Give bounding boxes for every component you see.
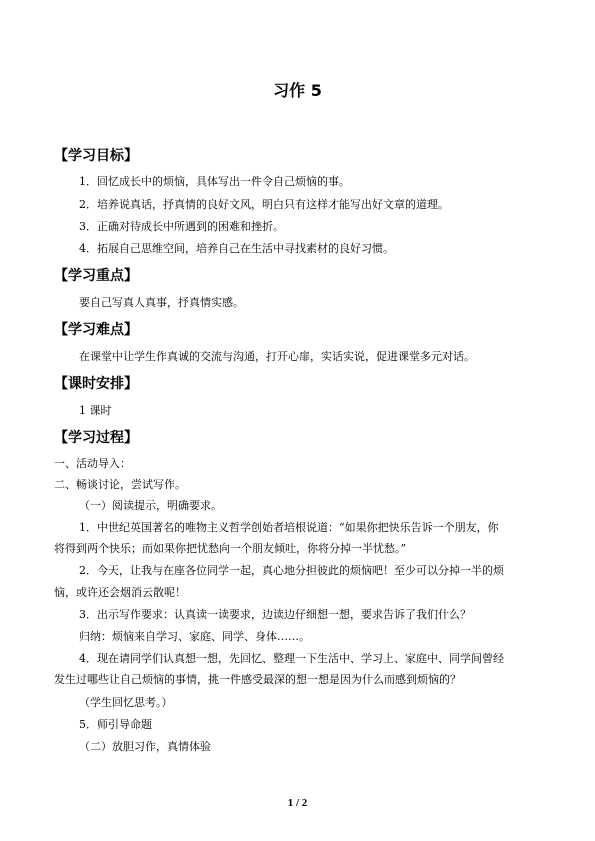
key-heading: 【学习重点】	[54, 268, 138, 284]
schedule-heading: 【课时安排】	[54, 376, 138, 392]
schedule-text: 1 课时	[79, 404, 112, 417]
process-line: 2．今天，让我与在座各位同学一起，真心地分担彼此的烦恼吧！至少可以分掉一半的烦	[79, 564, 504, 577]
goal-item: 3．正确对待成长中所遇到的困难和挫折。	[79, 220, 284, 233]
process-line: 归纳：烦恼来自学习、家庭、同学、身体……。	[79, 630, 310, 643]
goal-item: 1．回忆成长中的烦恼，具体写出一件令自己烦恼的事。	[79, 175, 350, 188]
process-heading: 【学习过程】	[54, 430, 138, 446]
process-line: 4．现在请同学们认真想一想，先回忆、整理一下生活中、学习上、家庭中、同学间曾经	[79, 652, 504, 665]
process-line: 1．中世纪英国著名的唯物主义哲学创始者培根说道：“如果你把快乐告诉一个朋友，你	[79, 521, 499, 534]
process-line: 发生过哪些让自己烦恼的事情，挑一件感受最深的想一想是因为什么而感到烦恼的？	[54, 673, 461, 686]
page-number: 1 / 2	[287, 797, 308, 809]
process-line: 3．出示写作要求：认真读一读要求，边读边仔细想一想，要求告诉了我们什么？	[79, 608, 471, 621]
goal-item: 2．培养说真话，抒真情的良好文风，明白只有这样才能写出好文章的道理。	[79, 198, 449, 211]
process-line: 一、活动导入：	[54, 457, 131, 470]
process-line: （学生回忆思考。）	[79, 696, 173, 709]
process-line: （二）放胆习作，真情体验	[79, 740, 211, 753]
process-line: 将得到两个快乐；而如果你把忧愁向一个朋友倾吐，你将分掉一半忧愁。”	[54, 542, 407, 555]
process-line: 5．师引导命题	[79, 718, 152, 731]
goals-heading: 【学习目标】	[54, 148, 138, 164]
key-text: 要自己写真人真事，抒真情实感。	[79, 296, 244, 309]
difficulty-heading: 【学习难点】	[54, 322, 138, 338]
goal-item: 4．拓展自己思维空间，培养自己在生活中寻找素材的良好习惯。	[79, 242, 394, 255]
difficulty-text: 在课堂中让学生作真诚的交流与沟通，打开心扉，实话实说，促进课堂多元对话。	[79, 350, 475, 363]
process-line: 二、畅谈讨论，尝试写作。	[54, 478, 186, 491]
process-line: 恼，或许还会烟消云散呢！	[54, 586, 186, 599]
page-title: 习作 5	[273, 81, 322, 100]
process-line: （一）阅读提示，明确要求。	[79, 499, 222, 512]
